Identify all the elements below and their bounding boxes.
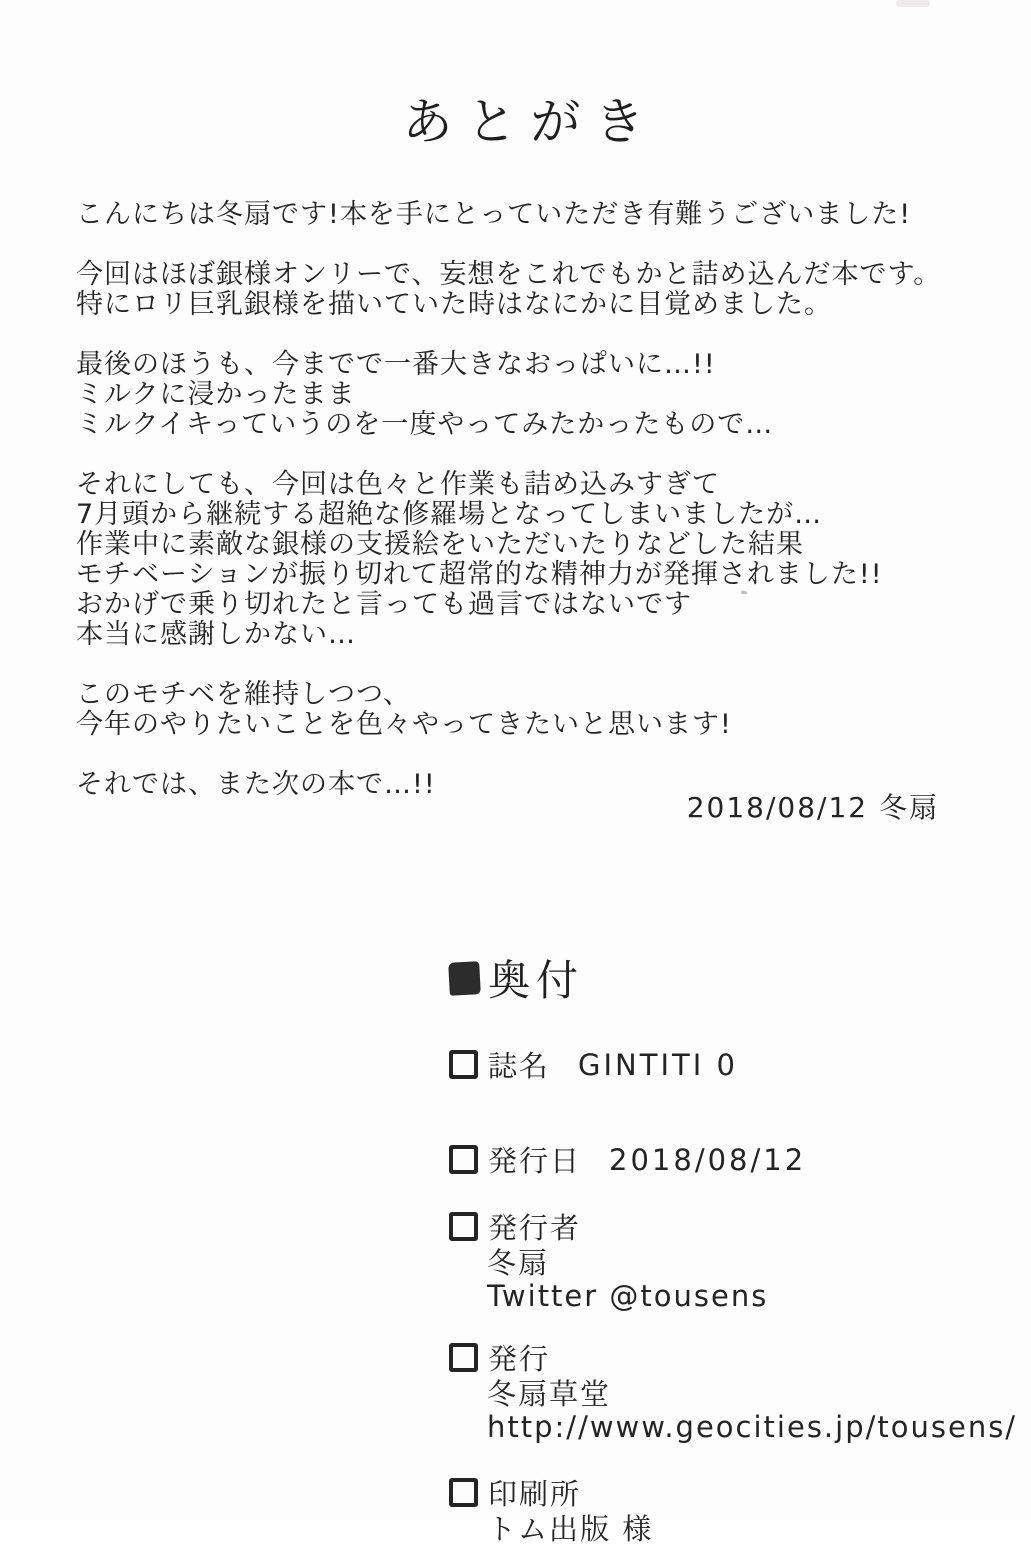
afterword-line: 本当に感謝しかない… bbox=[76, 619, 356, 650]
colophon-label: 誌名 bbox=[488, 1049, 551, 1083]
colophon-label: 印刷所 bbox=[488, 1477, 582, 1511]
colophon-entry bbox=[449, 1472, 1031, 1546]
colophon-section bbox=[449, 948, 1031, 1546]
open-square-icon bbox=[449, 1343, 478, 1372]
afterword-line: 最後のほうも、今までで一番大きなおっぱいに…!! bbox=[76, 349, 716, 380]
afterword-paragraph bbox=[76, 200, 981, 230]
colophon-entry-head bbox=[449, 1044, 1031, 1085]
colophon-line: http://www.geocities.jp/tousens/ bbox=[487, 1410, 1018, 1444]
scan-artifact bbox=[741, 591, 747, 595]
colophon-entry bbox=[449, 1139, 1031, 1180]
afterword-line: モチベーションが振り切れて超常的な精神力が発揮されました!! bbox=[76, 559, 883, 590]
date-signature: 2018/08/12 冬扇 bbox=[686, 791, 939, 824]
colophon-heading-label: 奥付 bbox=[488, 956, 585, 1005]
colophon-line: 冬扇草堂 bbox=[487, 1377, 612, 1411]
open-square-icon bbox=[449, 1145, 478, 1174]
colophon-value: GINTITI 0 bbox=[578, 1047, 738, 1082]
afterword-line: 今年のやりたいことを色々やってきたいと思います! bbox=[76, 709, 732, 740]
afterword-line: ミルクイキっていうのを一度やってみたかったもので… bbox=[76, 409, 774, 440]
colophon-entry bbox=[449, 1044, 1031, 1085]
colophon-line: 冬扇 bbox=[487, 1246, 550, 1280]
colophon-label: 発行日 bbox=[488, 1144, 582, 1178]
afterword-text bbox=[76, 200, 981, 800]
afterword-line: ミルクに浸かったまま bbox=[76, 379, 356, 410]
afterword-paragraph bbox=[76, 260, 981, 320]
colophon-entries bbox=[449, 1044, 1031, 1546]
colophon-entry bbox=[449, 1337, 1031, 1444]
open-square-icon bbox=[449, 1050, 478, 1079]
afterword-line: おかげで乗り切れたと言っても過言ではないです bbox=[76, 589, 692, 620]
afterword-line: 作業中に素敵な銀様の支援絵をいただいたりなどした結果 bbox=[76, 529, 804, 560]
afterword-line: このモチベを維持しつつ、 bbox=[76, 679, 411, 710]
open-square-icon bbox=[449, 1212, 478, 1241]
colophon-entry-head bbox=[449, 1472, 1031, 1513]
open-square-icon bbox=[449, 1478, 478, 1507]
afterword-line: それでは、また次の本で…!! bbox=[76, 769, 436, 800]
colophon-line: トム出版 様 bbox=[487, 1512, 654, 1546]
colophon-label: 発行者 bbox=[488, 1211, 582, 1245]
filled-square-icon bbox=[448, 961, 481, 996]
scan-artifact bbox=[896, 0, 930, 7]
afterword-paragraph bbox=[76, 470, 981, 650]
colophon-entry-head bbox=[449, 1206, 1031, 1247]
afterword-line: 特にロリ巨乳銀様を描いていた時はなにかに目覚めました。 bbox=[76, 289, 832, 320]
colophon-entry bbox=[449, 1206, 1031, 1313]
afterword-paragraph bbox=[76, 350, 981, 440]
colophon-line: Twitter @tousens bbox=[487, 1279, 769, 1313]
colophon-value: 2018/08/12 bbox=[609, 1142, 807, 1177]
afterword-paragraph bbox=[76, 680, 981, 740]
colophon-entry-head bbox=[449, 1337, 1031, 1378]
afterword-line: 7月頭から継続する超絶な修羅場となってしまいましたが… bbox=[76, 499, 823, 530]
afterword-line: それにしても、今回は色々と作業も詰め込みすぎて bbox=[76, 469, 720, 500]
colophon-heading bbox=[449, 948, 1031, 1008]
page-title: あとがき bbox=[402, 93, 659, 151]
colophon-entry-head bbox=[449, 1139, 1031, 1180]
afterword-line: こんにちは冬扇です!本を手にとっていただき有難うございました! bbox=[76, 199, 912, 230]
colophon-label: 発行 bbox=[488, 1342, 551, 1376]
afterword-line: 今回はほぼ銀様オンリーで、妄想をこれでもかと詰め込んだ本です。 bbox=[76, 259, 942, 290]
